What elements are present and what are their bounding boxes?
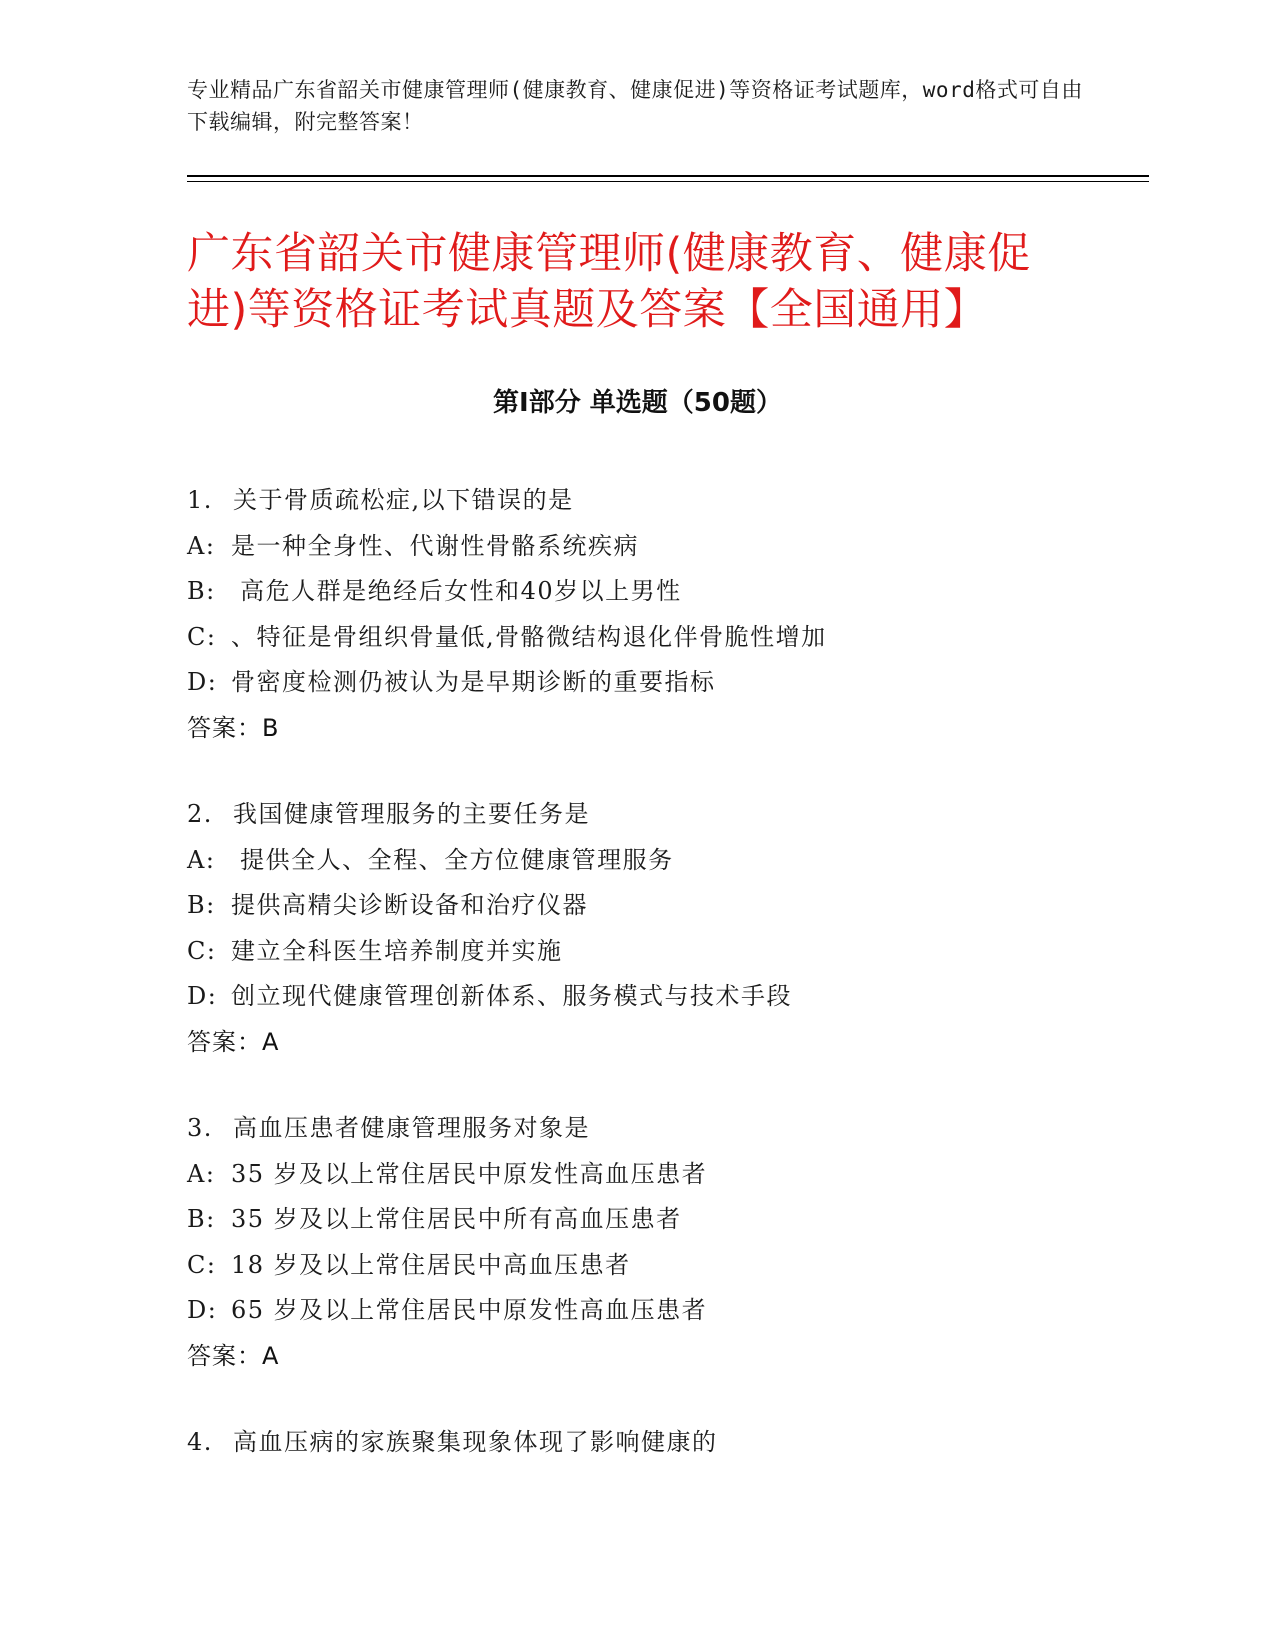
option-text: 65 岁及以上常住居民中原发性高血压患者 — [231, 1296, 708, 1324]
question-number: 2. — [187, 800, 213, 828]
question-4 — [187, 1420, 1147, 1466]
question-2 — [187, 792, 1147, 1065]
question-1 — [187, 478, 1147, 751]
option-key: D: — [187, 1296, 218, 1324]
option-key: A: — [187, 531, 216, 560]
question-stem — [187, 1106, 1147, 1152]
option-text: 骨密度检测仍被认为是早期诊断的重要指标 — [231, 668, 716, 696]
question-text: 高血压病的家族聚集现象体现了影响健康的 — [233, 1428, 718, 1456]
option-text: 18 岁及以上常住居民中高血压患者 — [231, 1250, 631, 1279]
option-a — [187, 1152, 1147, 1198]
question-number: 4. — [187, 1428, 213, 1456]
option-key: A: — [187, 845, 216, 874]
option-b — [187, 1197, 1147, 1243]
option-key: B: — [187, 577, 216, 605]
option-key: D: — [187, 982, 218, 1010]
option-d — [187, 974, 1147, 1020]
option-key: B: — [187, 1205, 216, 1233]
option-text: 是一种全身性、代谢性骨骼系统疾病 — [231, 531, 639, 560]
question-text: 我国健康管理服务的主要任务是 — [233, 800, 590, 828]
option-a — [187, 838, 1147, 884]
option-key: A: — [187, 1159, 216, 1188]
question-stem — [187, 792, 1147, 838]
option-b — [187, 569, 1147, 615]
answer: 答案：A — [187, 1027, 280, 1056]
document-title: 广东省韶关市健康管理师(健康教育、健康促进)等资格证考试真题及答案【全国通用】 — [187, 229, 1031, 335]
header-divider-thin — [187, 181, 1149, 182]
option-c — [187, 1243, 1147, 1289]
question-number: 1. — [187, 486, 213, 514]
header-divider-thick — [187, 175, 1149, 177]
question-text: 高血压患者健康管理服务对象是 — [233, 1114, 590, 1142]
option-c — [187, 929, 1147, 975]
option-text: 提供高精尖诊断设备和治疗仪器 — [231, 891, 588, 919]
question-stem — [187, 478, 1147, 524]
option-key: C: — [187, 1250, 217, 1279]
option-a — [187, 524, 1147, 570]
question-list — [187, 478, 1147, 1507]
option-d — [187, 660, 1147, 706]
question-number: 3. — [187, 1114, 213, 1142]
option-text: 提供全人、全程、全方位健康管理服务 — [231, 845, 674, 874]
header-note: 专业精品广东省韶关市健康管理师(健康教育、健康促进)等资格证考试题库，word格式可自由下载编辑，附完整答案！ — [187, 78, 1083, 134]
option-text: 高危人群是绝经后女性和40岁以上男性 — [231, 577, 682, 605]
option-text: 、特征是骨组织骨量低,骨骼微结构退化伴骨脆性增加 — [231, 622, 827, 651]
option-text: 建立全科医生培养制度并实施 — [231, 936, 563, 965]
answer: 答案：B — [187, 713, 280, 742]
option-key: C: — [187, 936, 217, 965]
question-stem — [187, 1420, 1147, 1466]
option-b — [187, 883, 1147, 929]
answer: 答案：A — [187, 1341, 280, 1370]
option-text: 35 岁及以上常住居民中原发性高血压患者 — [231, 1159, 708, 1188]
option-d — [187, 1288, 1147, 1334]
option-c — [187, 615, 1147, 661]
option-key: B: — [187, 891, 216, 919]
section-title: 第Ⅰ部分 单选题（50题） — [493, 388, 782, 418]
option-text: 创立现代健康管理创新体系、服务模式与技术手段 — [231, 982, 792, 1010]
option-key: C: — [187, 622, 217, 651]
question-3 — [187, 1106, 1147, 1379]
option-key: D: — [187, 668, 218, 696]
option-text: 35 岁及以上常住居民中所有高血压患者 — [231, 1205, 682, 1233]
question-text: 关于骨质疏松症,以下错误的是 — [233, 486, 574, 514]
